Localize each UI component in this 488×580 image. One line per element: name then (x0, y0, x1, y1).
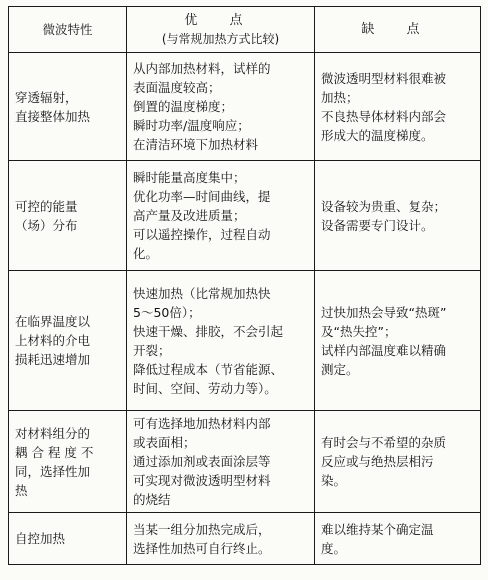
header-row (9, 7, 481, 53)
feature-line: 损耗迅速增加 (15, 352, 91, 367)
disadvantages-line: 测定。 (321, 361, 359, 377)
disadvantages-line: 微波透明型材料很难被 (321, 70, 447, 86)
disadvantages-line: 形成大的温度梯度。 (321, 127, 434, 143)
feature-cell (9, 513, 127, 565)
feature-line: 上材料的介电 (15, 333, 91, 348)
advantages-line: 当某一组分加热完成后， (133, 521, 271, 537)
disadvantages-line: 设备需要专门设计。 (321, 217, 434, 233)
advantages-line: 优化功率—时间曲线，提 (133, 189, 271, 204)
feature-line: 对材料组分的 (15, 425, 91, 441)
disadvantages-cell (315, 53, 481, 161)
feature-line: 在临界温度以 (15, 314, 91, 329)
advantages-line: 可实现对微波透明型材料 (133, 473, 271, 488)
feature-line: 穿透辐射， (15, 89, 78, 105)
disadvantages-line: 有时会与不希望的杂质 (321, 435, 447, 450)
feature-cell (9, 161, 127, 271)
advantages-line: 瞬时功率/温度响应； (133, 118, 250, 133)
advantages-line: 开裂； (133, 342, 171, 358)
advantages-line: 可以遥控操作，过程自动 (133, 227, 271, 242)
header-advantages-subtitle: (与常规加热方式比较) (161, 31, 280, 46)
header-disadvantages (315, 7, 481, 53)
feature-line: （场）分布 (15, 217, 78, 233)
feature-cell (9, 53, 127, 161)
advantages-line: 时间、空间、劳动力等）。 (133, 380, 277, 396)
disadvantages-line: 设备较为贵重、复杂； (321, 198, 447, 214)
advantages-cell (127, 53, 315, 161)
table-row (9, 161, 481, 271)
disadvantages-cell (315, 161, 481, 271)
disadvantages-line: 难以维持某个确定温 (321, 521, 434, 537)
advantages-cell (127, 161, 315, 271)
advantages-line: 快速干燥、排胶，不会引起 (133, 323, 284, 339)
advantages-line: 从内部加热材料，试样的 (133, 61, 271, 76)
table-row (9, 53, 481, 161)
header-advantages-title: 优 点 (184, 12, 257, 28)
header-feature: 微波特性 (9, 7, 127, 53)
advantages-line: 或表面相； (133, 435, 196, 450)
table-row (9, 411, 481, 513)
table-row (9, 513, 481, 565)
disadvantages-line: 反应或与绝热层相污 (321, 454, 434, 469)
advantages-cell (127, 411, 315, 513)
table-body (9, 53, 481, 565)
disadvantages-line: 染。 (321, 473, 347, 488)
header-disadvantages-title: 缺 点 (361, 21, 434, 37)
header-advantages (127, 7, 315, 53)
advantages-line: 高产量及改进质量； (133, 208, 246, 223)
table-row (9, 271, 481, 411)
advantages-cell (127, 513, 315, 565)
advantages-line: 在清洁环境下加热材料 (133, 137, 259, 152)
advantages-line: 化。 (133, 246, 159, 261)
advantages-line: 倒置的温度梯度； (133, 99, 234, 114)
feature-line: 耦 合 程 度 不 (15, 444, 94, 460)
microwave-properties-table (8, 6, 481, 565)
disadvantages-line: 度。 (321, 540, 347, 556)
disadvantages-cell (315, 411, 481, 513)
feature-line: 自控加热 (15, 531, 66, 546)
feature-line: 热 (15, 482, 28, 498)
disadvantages-cell (315, 513, 481, 565)
advantages-line: 降低过程成本（节省能源、 (133, 361, 284, 377)
disadvantages-line: 及“热失控”； (321, 323, 397, 339)
advantages-line: 瞬时能量高度集中； (133, 170, 246, 185)
advantages-line: 表面温度较高； (133, 80, 221, 95)
advantages-cell (127, 271, 315, 411)
feature-line: 可控的能量 (15, 198, 78, 214)
feature-cell (9, 411, 127, 513)
advantages-line: 快速加热（比常规加热快 (133, 285, 271, 301)
advantages-line: 通过添加剂或表面涂层等 (133, 454, 271, 469)
advantages-line: 可有选择地加热材料内部 (133, 416, 271, 431)
table-header (9, 7, 481, 53)
disadvantages-line: 不良热导体材料内部会 (321, 108, 447, 124)
advantages-line: 的烧结 (133, 492, 171, 507)
feature-cell (9, 271, 127, 411)
advantages-line: 5～50倍）； (133, 304, 201, 320)
disadvantages-line: 过快加热会导致“热斑” (321, 304, 447, 320)
disadvantages-cell (315, 271, 481, 411)
disadvantages-line: 加热； (321, 89, 359, 105)
feature-line: 直接整体加热 (15, 108, 91, 124)
disadvantages-line: 试样内部温度难以精确 (321, 342, 447, 358)
feature-line: 同，选择性加 (15, 463, 91, 479)
advantages-line: 选择性加热可自行终止。 (133, 540, 271, 556)
